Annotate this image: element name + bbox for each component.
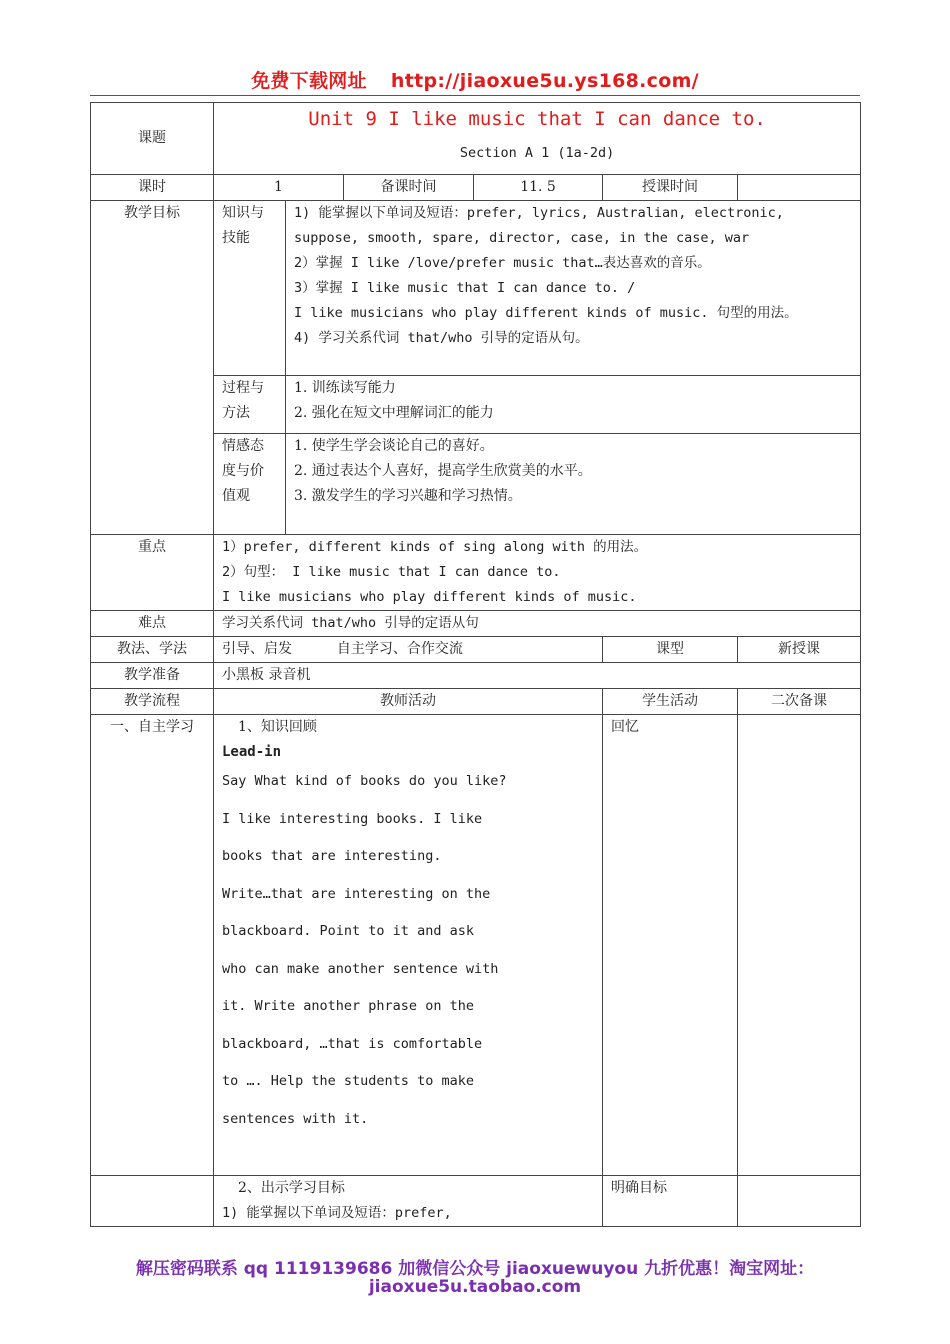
step1-line: who can make another sentence with [222, 960, 499, 977]
step1-student-activity: 回忆 [603, 715, 738, 1176]
step1-line: Write…that are interesting on the [222, 885, 491, 902]
key-points-label: 重点 [91, 535, 214, 611]
key-points-row [91, 535, 861, 611]
teach-time-label: 授课时间 [603, 175, 738, 201]
flow-header-row [91, 689, 861, 715]
lesson-title: Unit 9 I like music that I can dance to. [308, 108, 766, 130]
knowledge-line: suppose, smooth, spare, director, case, in the case, war [294, 230, 750, 246]
objective-knowledge-row [91, 201, 861, 376]
lesson-type-label: 课型 [603, 637, 738, 663]
step2-student-activity: 明确目标 [603, 1176, 738, 1227]
step1-line: it. Write another phrase on the [222, 998, 474, 1014]
process-line: 2. 强化在短文中理解词汇的能力 [294, 405, 494, 421]
footer-contact: 解压密码联系 qq 1119139686 加微信公众号 jiaoxuewuyou 九折优惠！淘宝网址： [135, 1259, 815, 1279]
emotion-line: 1. 使学生学会谈论自己的喜好。 [294, 438, 494, 454]
flow-header: 教学流程 [91, 689, 214, 715]
prep-time-label: 备课时间 [344, 175, 474, 201]
knowledge-line: 3）掌握 I like music that I can dance to. / [294, 280, 636, 296]
step2-heading: 2、出示学习目标 [238, 1180, 345, 1196]
step1-line: blackboard, …that is comfortable [222, 1035, 483, 1052]
knowledge-label-2: 技能 [222, 230, 250, 246]
step2-line: 1) 能掌握以下单词及短语：prefer, [222, 1205, 452, 1221]
step1-line: to …. Help the students to make [222, 1073, 474, 1089]
header-divider [90, 95, 860, 96]
step1-leadin: Lead-in [222, 744, 282, 760]
knowledge-line: 2）掌握 I like /love/prefer music that…表达喜欢的音乐。 [294, 255, 711, 271]
key-point-line: 1）prefer, different kinds of sing along with 的用法。 [222, 539, 648, 555]
step1-line: I like interesting books. I like [222, 810, 483, 827]
methods-value-2: 自主学习、合作交流 [336, 641, 463, 657]
emotion-label-2: 度与价 [222, 463, 264, 479]
step1-line: sentences with it. [222, 1110, 369, 1127]
process-label-1: 过程与 [222, 380, 264, 396]
prep-label: 教学准备 [91, 663, 214, 689]
step1-label: 一、自主学习 [91, 715, 214, 1176]
emotion-label-3: 值观 [222, 488, 250, 504]
header-label: 免费下载网址 [251, 70, 367, 92]
objectives-label: 教学目标 [91, 201, 214, 535]
prep-value: 小黑板 录音机 [214, 663, 861, 689]
teacher-activity-header: 教师活动 [214, 689, 603, 715]
process-label-2: 方法 [222, 405, 250, 421]
footer-taobao-link[interactable]: jiaoxue5u.taobao.com [368, 1277, 582, 1297]
download-header [0, 66, 950, 93]
methods-value-1: 引导、启发 [222, 641, 292, 657]
lesson-type-value: 新授课 [738, 637, 861, 663]
prep-time-value: 11. 5 [474, 175, 603, 201]
step2-second-prep [738, 1176, 861, 1227]
step2-label [91, 1176, 214, 1227]
student-activity-header: 学生活动 [603, 689, 738, 715]
step1-line: blackboard. Point to it and ask [222, 923, 474, 939]
header-url-link[interactable]: http://jiaoxue5u.ys168.com/ [390, 70, 699, 92]
lesson-section: Section A 1 (1a-2d) [459, 145, 615, 161]
methods-row [91, 637, 861, 663]
flow-step2-row [91, 1176, 861, 1227]
period-value: 1 [214, 175, 344, 201]
flow-step1-row [91, 715, 861, 1176]
difficulty-row [91, 611, 861, 637]
knowledge-label-1: 知识与 [222, 205, 264, 221]
second-prep-header: 二次备课 [738, 689, 861, 715]
step1-heading: 1、知识回顾 [238, 719, 317, 735]
period-label: 课时 [91, 175, 214, 201]
topic-label: 课题 [91, 103, 214, 175]
emotion-line: 2. 通过表达个人喜好，提高学生欣赏美的水平。 [294, 463, 592, 479]
prep-row [91, 663, 861, 689]
knowledge-line: 1) 能掌握以下单词及短语：prefer, lyrics, Australian, electronic, [294, 205, 784, 221]
step1-line: Say What kind of books do you like? [222, 773, 507, 789]
key-point-line: I like musicians who play different kinds of music. [222, 589, 637, 605]
difficulty-text: 学习关系代词 that/who 引导的定语从句 [214, 611, 861, 637]
teach-time-value [738, 175, 861, 201]
methods-label: 教法、学法 [91, 637, 214, 663]
difficulty-label: 难点 [91, 611, 214, 637]
key-point-line: 2）句型： I like music that I can dance to. [222, 564, 561, 580]
emotion-label-1: 情感态 [222, 438, 264, 454]
topic-row [91, 103, 861, 175]
step1-line: books that are interesting. [222, 848, 442, 864]
knowledge-line: 4) 学习关系代词 that/who 引导的定语从句。 [294, 330, 589, 346]
knowledge-line: I like musicians who play different kinds of music. 句型的用法。 [294, 305, 798, 321]
emotion-line: 3. 激发学生的学习兴趣和学习热情。 [294, 488, 522, 504]
process-line: 1. 训练读写能力 [294, 380, 396, 396]
step1-second-prep [738, 715, 861, 1176]
lesson-plan-table [90, 102, 861, 1227]
info-row [91, 175, 861, 201]
